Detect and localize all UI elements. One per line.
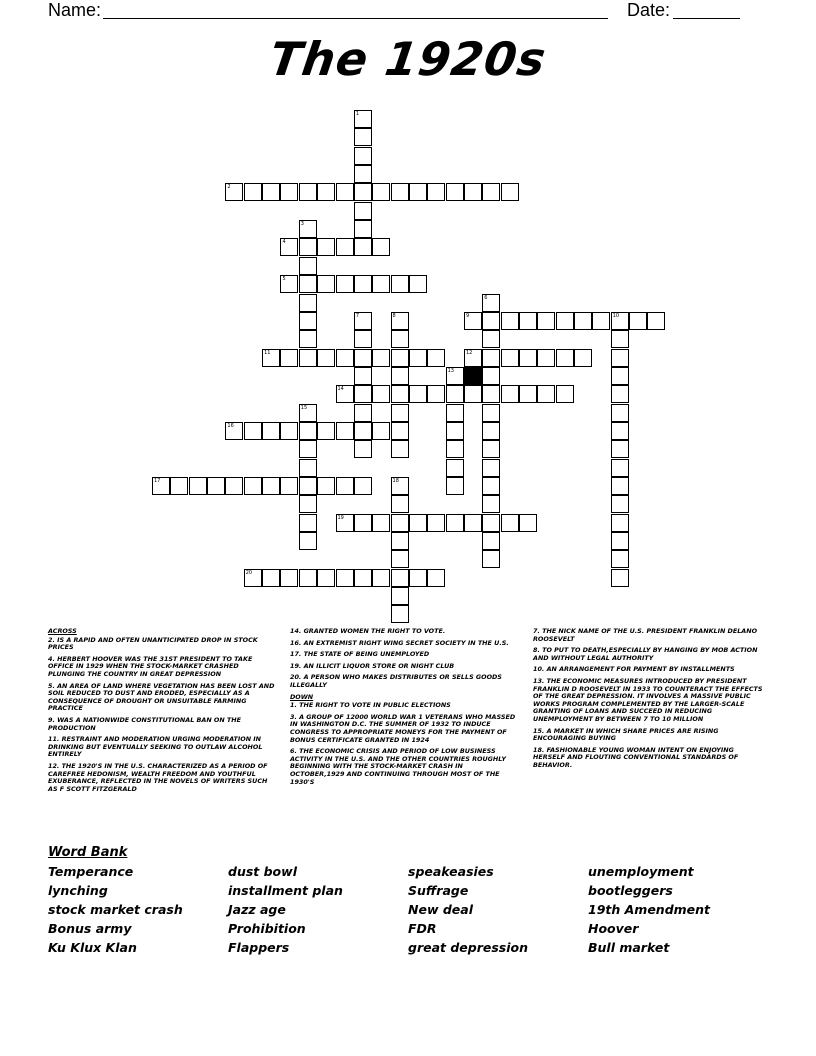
crossword-cell[interactable]: [391, 330, 409, 348]
clue-text: THE ECONOMIC MEASURES INTRODUCED BY PRESIDENT FRANKLIN D ROOSEVELT IN 1933 TO COUNTERACT THE EFFECTS OF THE GREAT DEPRESSION. IT INVOLVES A MASSIVE PUBLIC WORKS PROGRAM COMPLEMENTED BY THE LARGER-SCALE GRANTING OF LOANS AND SUCCEED IN REDUCING UNEMPLOYMENT BY BETWEEN 7 TO 10 MILLION: [533, 676, 763, 723]
crossword-cell[interactable]: [280, 477, 298, 495]
cell-number: 17: [154, 478, 161, 484]
word-bank-item: Temperance: [48, 864, 134, 879]
crossword-cell[interactable]: [354, 220, 372, 238]
crossword-cell[interactable]: [262, 569, 280, 587]
cell-number: 5: [282, 276, 286, 283]
crossword-cell[interactable]: [391, 385, 409, 403]
crossword-cell[interactable]: [244, 183, 262, 201]
crossword-cell[interactable]: [170, 477, 188, 495]
crossword-cell[interactable]: [354, 165, 372, 183]
crossword-cell[interactable]: [409, 275, 427, 293]
crossword-cell[interactable]: [611, 404, 629, 422]
crossword-cell[interactable]: [372, 385, 390, 403]
clue: [48, 637, 276, 652]
cell-number: 16: [227, 422, 234, 429]
crossword-cell[interactable]: [336, 569, 354, 587]
crossword-cell[interactable]: [446, 459, 464, 477]
clue-text: A PERSON WHO MAKES DISTRIBUTES OR SELLS GOODS ILLEGALLY: [290, 673, 502, 689]
crossword-cell[interactable]: [354, 422, 372, 440]
clue-text: 20.: [290, 673, 302, 682]
crossword-cell[interactable]: [354, 128, 372, 146]
crossword-cell[interactable]: [225, 183, 243, 201]
clue-text: THE STATE OF BEING UNEMPLOYED: [303, 650, 430, 659]
cell-number: 1: [355, 111, 360, 117]
crossword-cell[interactable]: [391, 514, 409, 532]
crossword-cell[interactable]: [391, 183, 409, 201]
page-title: The 1920s: [266, 32, 550, 86]
clue-text: 19.: [290, 661, 302, 670]
clue: [533, 628, 768, 643]
clue: [533, 728, 768, 743]
crossword-cell[interactable]: [446, 477, 464, 495]
crossword-cell[interactable]: [262, 349, 280, 367]
crossword-cell[interactable]: [354, 440, 372, 458]
crossword-cell[interactable]: [409, 569, 427, 587]
crossword-cell[interactable]: [464, 312, 482, 330]
crossword-cell[interactable]: [317, 569, 335, 587]
crossword-cell[interactable]: [391, 605, 409, 623]
crossword-cell[interactable]: [336, 422, 354, 440]
crossword-cell[interactable]: [354, 385, 372, 403]
crossword-cell[interactable]: [152, 477, 170, 495]
clue: [48, 763, 276, 793]
crossword-cell[interactable]: [354, 367, 372, 385]
crossword-cell[interactable]: [336, 514, 354, 532]
crossword-cell[interactable]: [556, 349, 574, 367]
crossword-cell[interactable]: [262, 422, 280, 440]
word-bank-item: FDR: [408, 921, 437, 936]
crossword-cell[interactable]: [482, 550, 500, 568]
word-bank-item: Hoover: [588, 921, 639, 936]
crossword-cell[interactable]: [501, 385, 519, 403]
cell-number: 14: [337, 386, 344, 393]
crossword-cell[interactable]: [225, 422, 243, 440]
crossword-cell[interactable]: [427, 569, 445, 587]
crossword-cell[interactable]: [464, 385, 482, 403]
crossword-cell[interactable]: [611, 330, 629, 348]
crossword-cell[interactable]: [336, 385, 354, 403]
clue-text: 18.: [533, 745, 545, 754]
crossword-cell[interactable]: [336, 275, 354, 293]
clue-text: THE ECONOMIC CRISIS AND PERIOD OF LOW BUSINESS ACTIVITY IN THE U.S. AND THE OTHER COUNTRIES ROUGHLY BEGINNING WITH THE STOCK-MARKET CRASH IN OCTOBER,1929 AND CONTINUING THROUGH MOST OF THE 1930'S: [290, 747, 506, 786]
crossword-cell[interactable]: [464, 514, 482, 532]
clue: [48, 717, 276, 732]
crossword-cell[interactable]: [336, 349, 354, 367]
crossword-cell[interactable]: [299, 404, 317, 422]
crossword-cell[interactable]: [427, 385, 445, 403]
crossword-cell[interactable]: [280, 183, 298, 201]
clues-column-3: [533, 628, 768, 774]
clue-text: 3.: [290, 712, 297, 721]
clue: [48, 736, 276, 759]
cell-number: 12: [465, 349, 473, 356]
crossword-cell[interactable]: [391, 550, 409, 568]
clue: [48, 683, 276, 713]
crossword-cell[interactable]: [391, 532, 409, 550]
crossword-cell[interactable]: [354, 275, 372, 293]
crossword-cell[interactable]: [317, 238, 335, 256]
crossword-cell[interactable]: [482, 440, 500, 458]
clue-text: 15.: [533, 726, 545, 735]
crossword-cell[interactable]: [446, 183, 464, 201]
crossword-cell[interactable]: [592, 312, 610, 330]
clue-text: AN ARRANGEMENT FOR PAYMENT BY INSTALLMENTS: [546, 665, 735, 674]
crossword-cell[interactable]: [299, 495, 317, 513]
cell-number: 13: [447, 367, 454, 374]
crossword-cell[interactable]: [647, 312, 665, 330]
clue-text: 6.: [290, 747, 297, 756]
crossword-cell[interactable]: [611, 495, 629, 513]
crossword-cell[interactable]: [501, 183, 519, 201]
clue-text: GRANTED WOMEN THE RIGHT TO VOTE.: [303, 627, 446, 635]
crossword-cell[interactable]: [354, 312, 372, 330]
crossword-cell[interactable]: [482, 459, 500, 477]
crossword-cell[interactable]: [611, 440, 629, 458]
cell-number: 20: [245, 569, 253, 576]
crossword-cell[interactable]: [537, 312, 555, 330]
clue-text: 10.: [533, 665, 545, 674]
clue-text: RESTRAINT AND MODERATION URGING MODERATION IN DRINKING BUT EVENTUALLY SEEKING TO OUTLAW ALCOHOL ENTIRELY: [48, 735, 263, 759]
clue-text: 5.: [48, 681, 55, 690]
crossword-cell[interactable]: [354, 202, 372, 220]
crossword-cell[interactable]: [299, 330, 317, 348]
crossword-cell[interactable]: [464, 349, 482, 367]
crossword-cell[interactable]: [482, 367, 500, 385]
crossword-cell[interactable]: [391, 422, 409, 440]
cell-number: 19: [337, 514, 344, 521]
crossword-cell[interactable]: [207, 477, 225, 495]
clue-text: 2.: [48, 635, 55, 644]
crossword-cell[interactable]: [372, 349, 390, 367]
crossword-cell[interactable]: [372, 238, 390, 256]
word-bank-item: Jazz age: [228, 902, 286, 917]
word-bank-title: Word Bank: [48, 845, 128, 860]
crossword-cell[interactable]: [372, 514, 390, 532]
crossword-cell[interactable]: [299, 440, 317, 458]
crossword-cell[interactable]: [336, 183, 354, 201]
crossword-cell[interactable]: [611, 532, 629, 550]
crossword-cell[interactable]: [391, 367, 409, 385]
crossword-cell[interactable]: [280, 275, 298, 293]
crossword-cell[interactable]: [519, 349, 537, 367]
crossword-block: [464, 367, 482, 385]
cell-number: 4: [282, 239, 286, 246]
crossword-cell[interactable]: [629, 312, 647, 330]
clue-text: THE 1920'S IN THE U.S. CHARACTERIZED AS A PERIOD OF CAREFREE HEDONISM, WEALTH FREEDOM AND YOUTHFUL EXUBERANCE, REFLECTED IN THE NOVELS OF WRITERS SUCH AS F SCOTT FITZGERALD: [48, 761, 268, 793]
crossword-cell[interactable]: [574, 312, 592, 330]
crossword-cell[interactable]: [391, 569, 409, 587]
crossword-cell[interactable]: [189, 477, 207, 495]
clue-text: 12.: [48, 761, 60, 770]
crossword-cell[interactable]: [611, 459, 629, 477]
crossword-cell[interactable]: [372, 183, 390, 201]
crossword-cell[interactable]: [482, 404, 500, 422]
cell-number: 8: [392, 312, 396, 319]
word-bank-item: installment plan: [228, 883, 343, 898]
crossword-cell[interactable]: [409, 349, 427, 367]
crossword-cell[interactable]: [537, 385, 555, 403]
clue-text: IS A RAPID AND OFTEN UNANTICIPATED DROP IN STOCK PRICES: [48, 635, 258, 652]
word-bank-item: Suffrage: [408, 883, 469, 898]
clue-text: 16.: [290, 638, 302, 647]
crossword-cell[interactable]: [372, 569, 390, 587]
crossword-cell[interactable]: [354, 477, 372, 495]
crossword-cell[interactable]: [446, 440, 464, 458]
clues-column-2: [290, 628, 518, 790]
crossword-cell[interactable]: [299, 238, 317, 256]
crossword-cell[interactable]: [336, 477, 354, 495]
clue-text: 17.: [290, 650, 302, 659]
crossword-cell[interactable]: [299, 514, 317, 532]
crossword-cell[interactable]: [299, 257, 317, 275]
clue-text: TO PUT TO DEATH,ESPECIALLY BY HANGING BY MOB ACTION AND WITHOUT LEGAL AUTHORITY: [533, 646, 758, 662]
crossword-cell[interactable]: [280, 422, 298, 440]
clue: [533, 678, 768, 724]
crossword-cell[interactable]: [446, 385, 464, 403]
word-bank-item: dust bowl: [228, 864, 297, 879]
clue-text: 1.: [290, 701, 297, 710]
crossword-cell[interactable]: [372, 275, 390, 293]
cell-number: 2: [227, 184, 231, 191]
crossword-cell[interactable]: [409, 514, 427, 532]
crossword-cell[interactable]: [482, 183, 500, 201]
clue-text: FASHIONABLE YOUNG WOMAN INTENT ON ENJOYING HERSELF AND FLOUTING CONVENTIONAL STANDARDS OF BEHAVIOR.: [533, 745, 739, 769]
crossword-cell[interactable]: [391, 587, 409, 605]
crossword-cell[interactable]: [317, 422, 335, 440]
crossword-cell[interactable]: [299, 220, 317, 238]
crossword-cell[interactable]: [611, 569, 629, 587]
crossword-cell[interactable]: [317, 349, 335, 367]
clue: [533, 647, 768, 662]
crossword-cell[interactable]: [317, 477, 335, 495]
crossword-cell[interactable]: [611, 349, 629, 367]
crossword-cell[interactable]: [372, 422, 390, 440]
crossword-cell[interactable]: [427, 349, 445, 367]
crossword-cell[interactable]: [409, 385, 427, 403]
clue-text: AN EXTREMIST RIGHT WING SECRET SOCIETY IN THE U.S.: [303, 638, 509, 647]
word-bank-item: Ku Klux Klan: [48, 940, 137, 955]
crossword-cell[interactable]: [611, 550, 629, 568]
word-bank-item: Prohibition: [228, 921, 306, 936]
crossword-cell[interactable]: [611, 367, 629, 385]
word-bank-item: 19th Amendment: [588, 902, 711, 917]
crossword-cell[interactable]: [611, 514, 629, 532]
clue-text: 7.: [533, 627, 540, 635]
crossword-cell[interactable]: [519, 514, 537, 532]
clue-text: 14.: [290, 627, 302, 635]
crossword-cell[interactable]: [482, 330, 500, 348]
clue-text: A GROUP OF 12000 WORLD WAR 1 VETERANS WHO MASSED IN WASHINGTON D.C. THE SUMMER OF 1932 TO INDUCE CONGRESS TO APPROPRIATE MONEYS FOR THE PAYMENT OF BONUS CERTIFICATE GRANTED IN 1924: [290, 712, 516, 744]
crossword-cell[interactable]: [354, 404, 372, 422]
clue: [290, 748, 518, 786]
clue-text: AN ILLICIT LIQUOR STORE OR NIGHT CLUB: [303, 661, 455, 670]
crossword-cell[interactable]: [354, 569, 372, 587]
crossword-cell[interactable]: [446, 367, 464, 385]
crossword-cell[interactable]: [225, 477, 243, 495]
word-bank-item: great depression: [408, 940, 529, 955]
clue-text: 4.: [48, 654, 55, 663]
crossword-cell[interactable]: [427, 183, 445, 201]
crossword-cell[interactable]: [299, 569, 317, 587]
clue-text: AN AREA OF LAND WHERE VEGETATION HAS BEEN LOST AND SOIL REDUCED TO DUST AND ERODED, ESPECIALLY AS A CONSEQUENCE OF DROUGHT OR UNSUITABLE FARMING PRACTICE: [48, 681, 275, 713]
crossword-cell[interactable]: [446, 514, 464, 532]
crossword-cell[interactable]: [262, 183, 280, 201]
crossword-cell[interactable]: [299, 459, 317, 477]
cell-number: 3: [300, 221, 304, 228]
clue: [290, 714, 518, 744]
crossword-cell[interactable]: [482, 477, 500, 495]
crossword-cell[interactable]: [354, 514, 372, 532]
crossword-cell[interactable]: [391, 275, 409, 293]
crossword-cell[interactable]: [482, 312, 500, 330]
clue-text: 9.: [48, 715, 55, 724]
crossword-cell[interactable]: [354, 238, 372, 256]
clue: [290, 640, 518, 648]
clues-column-1: [48, 628, 276, 797]
crossword-cell[interactable]: [391, 349, 409, 367]
crossword-cell[interactable]: [299, 422, 317, 440]
clue: [290, 651, 518, 659]
cell-number: 11: [264, 349, 271, 356]
crossword-cell[interactable]: [391, 477, 409, 495]
clue: [290, 628, 518, 636]
clue-text: 8.: [533, 646, 540, 655]
crossword-cell[interactable]: [280, 349, 298, 367]
cell-number: 15: [300, 404, 308, 411]
crossword-cell[interactable]: [280, 569, 298, 587]
crossword-cell[interactable]: [464, 183, 482, 201]
clue-text: 13.: [533, 676, 545, 685]
cell-number: 10: [612, 312, 620, 319]
crossword-cell[interactable]: [299, 275, 317, 293]
crossword-cell[interactable]: [409, 183, 427, 201]
crossword-cell[interactable]: [611, 385, 629, 403]
crossword-cell[interactable]: [299, 532, 317, 550]
crossword-cell[interactable]: [446, 422, 464, 440]
crossword-cell[interactable]: [391, 495, 409, 513]
clue: [533, 666, 768, 674]
clue: [48, 656, 276, 679]
crossword-cell[interactable]: [556, 312, 574, 330]
clue-text: A MARKET IN WHICH SHARE PRICES ARE RISING ENCOURAGING BUYING: [533, 726, 719, 743]
word-bank-item: Bull market: [588, 940, 670, 955]
crossword-cell[interactable]: [391, 404, 409, 422]
cell-number: 9: [465, 312, 470, 319]
word-bank-item: lynching: [48, 883, 108, 898]
crossword-cell[interactable]: [446, 404, 464, 422]
crossword-cell[interactable]: [244, 569, 262, 587]
word-bank-item: speakeasies: [408, 864, 494, 879]
crossword-cell[interactable]: [519, 385, 537, 403]
crossword-cell[interactable]: [574, 349, 592, 367]
crossword-cell[interactable]: [354, 349, 372, 367]
cell-number: 18: [392, 478, 399, 484]
crossword-cell[interactable]: [391, 440, 409, 458]
crossword-cell[interactable]: [482, 349, 500, 367]
crossword-cell[interactable]: [482, 294, 500, 312]
clue-text: THE NICK NAME OF THE U.S. PRESIDENT FRANKLIN DELANO ROOSEVELT: [533, 627, 758, 643]
crossword-cell[interactable]: [299, 312, 317, 330]
crossword-cell[interactable]: [354, 147, 372, 165]
crossword-cell[interactable]: [482, 514, 500, 532]
clue-text: HERBERT HOOVER WAS THE 31ST PRESIDENT TO TAKE OFFICE IN 1929 WHEN THE STOCK-MARKET CRASHED PLUNGING THE COUNTRY IN GREAT DEPRESSION: [48, 654, 253, 678]
crossword-cell[interactable]: [317, 275, 335, 293]
crossword-cell[interactable]: [427, 514, 445, 532]
date-label: Date:: [627, 0, 671, 20]
crossword-cell[interactable]: [280, 238, 298, 256]
word-bank-item: unemployment: [588, 864, 694, 879]
clue: [533, 747, 768, 770]
name-label: Name:: [48, 0, 102, 20]
crossword-cell[interactable]: [611, 422, 629, 440]
crossword-cell[interactable]: [354, 183, 372, 201]
down-heading: DOWN: [290, 692, 314, 701]
clue-text: THE RIGHT TO VOTE IN PUBLIC ELECTIONS: [299, 701, 451, 710]
crossword-cell[interactable]: [501, 514, 519, 532]
crossword-cell[interactable]: [354, 110, 372, 128]
crossword-cell[interactable]: [299, 183, 317, 201]
word-bank-item: stock market crash: [48, 902, 183, 917]
crossword-cell[interactable]: [482, 495, 500, 513]
crossword-cell[interactable]: [336, 238, 354, 256]
cell-number: 6: [484, 294, 488, 301]
word-bank-item: Bonus army: [48, 921, 132, 936]
crossword-cell[interactable]: [501, 312, 519, 330]
crossword-cell[interactable]: [482, 385, 500, 403]
crossword-cell[interactable]: [354, 330, 372, 348]
crossword-cell[interactable]: [244, 477, 262, 495]
crossword-cell[interactable]: [299, 294, 317, 312]
word-bank-item: New deal: [408, 902, 473, 917]
across-heading: ACROSS: [48, 627, 77, 635]
crossword-cell[interactable]: [317, 183, 335, 201]
crossword-cell[interactable]: [244, 422, 262, 440]
crossword-cell[interactable]: [519, 312, 537, 330]
clue: [290, 674, 518, 689]
crossword-cell[interactable]: [537, 349, 555, 367]
crossword-cell[interactable]: [611, 477, 629, 495]
crossword-cell[interactable]: [482, 422, 500, 440]
word-bank-item: Flappers: [228, 940, 290, 955]
crossword-cell[interactable]: [501, 349, 519, 367]
crossword-cell[interactable]: [299, 349, 317, 367]
clue-text: WAS A NATIONWIDE CONSTITUTIONAL BAN ON THE PRODUCTION: [48, 715, 241, 732]
clue: [290, 663, 518, 671]
clue: [290, 702, 518, 710]
cell-number: 7: [355, 312, 360, 319]
crossword-cell[interactable]: [611, 312, 629, 330]
word-bank-item: bootleggers: [588, 883, 673, 898]
crossword-cell[interactable]: [299, 477, 317, 495]
crossword-cell[interactable]: [482, 532, 500, 550]
crossword-cell[interactable]: [391, 312, 409, 330]
crossword-cell[interactable]: [262, 477, 280, 495]
clue-text: 11.: [48, 735, 60, 744]
crossword-cell[interactable]: [556, 385, 574, 403]
